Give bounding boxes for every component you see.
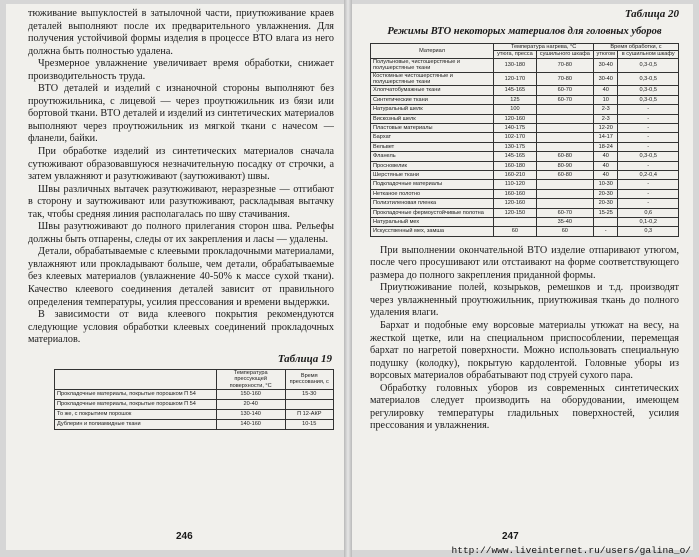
table-cell: 140-175 [494, 124, 536, 133]
table-cell: 160-160 [494, 189, 536, 198]
table-cell: 10-15 [285, 419, 333, 429]
table-cell: 130-180 [494, 58, 536, 72]
table-cell: 150-160 [216, 389, 285, 399]
table-header-cell: утюга, пресса [494, 51, 536, 58]
paragraph: Детали, обрабатываемые с клеевыми прокладочными материалами, увлажняют или прокладывают больше, чем детали, обрабатываемые без клеевых материалов (увлажнение 40-50% к массе сухой ткани). Качество клеевого соединения деталей зависит от правильного определения температуры, усилия прессования и времени выдержки. [28, 246, 334, 308]
paragraph: Приутюживание полей, козырьков, ремешков и т.д. производят через увлажненный проутюжильник, приутюживая ткань до полного удаления влаги. [370, 282, 679, 319]
table-cell: 10 [594, 95, 618, 104]
table-cell: 102-170 [494, 133, 536, 142]
table-cell: 120-160 [494, 199, 536, 208]
table-row [55, 389, 334, 399]
table-cell: Вискозный шелк [371, 114, 494, 123]
table-cell: 14-17 [594, 133, 618, 142]
table-cell: 40 [594, 161, 618, 170]
table-row [371, 161, 679, 170]
table-row [371, 217, 679, 226]
table-cell: 0,1-0,2 [618, 217, 679, 226]
paragraph: тюживание выпуклостей в затылочной части, приутюживание краев деталей выполняют после их предварительного увлажнения. Для получения устойчивой формы изделия в процессе ВТО влага из него должна быть полностью удалена. [28, 8, 334, 57]
table-cell: Синтетические ткани [371, 95, 494, 104]
table-row [371, 189, 679, 198]
table-caption: Таблица 19 [277, 352, 332, 365]
table-20 [370, 43, 679, 237]
table-header-cell: Время обработки, с [594, 44, 679, 51]
table-cell: 2-3 [594, 105, 618, 114]
table-row [371, 199, 679, 208]
table-cell: 145-165 [494, 152, 536, 161]
paragraph: В зависимости от вида клеевого покрытия рекомендуются следующие условия обработки клеевых соединений прокладочных материалов. [28, 309, 334, 346]
table-row [371, 133, 679, 142]
table-row [371, 124, 679, 133]
table-cell: 2-3 [594, 114, 618, 123]
table-cell: 0,3-0,5 [618, 95, 679, 104]
table-cell: 160-180 [494, 161, 536, 170]
table-cell: Хлопчатобумажные ткани [371, 86, 494, 95]
table-cell: - [618, 105, 679, 114]
table-cell: Шерстяные ткани [371, 170, 494, 179]
table-cell: 0,2-0,4 [618, 170, 679, 179]
paragraph: При выполнении окончательной ВТО изделие отпаривают утюгом, после чего просушивают или отстаивают на форме соответствующего размера до полного закрепления приданной формы. [370, 244, 679, 281]
table-cell [536, 133, 593, 142]
table-header-cell: Температура нагрева, °C [494, 44, 594, 51]
table-cell: - [618, 189, 679, 198]
table-cell: 0,3-0,5 [618, 72, 679, 86]
table-row [371, 227, 679, 236]
table-cell: 12-20 [594, 124, 618, 133]
table-body [371, 58, 679, 236]
table-cell: 10-30 [594, 180, 618, 189]
table-cell: 120-170 [494, 72, 536, 86]
table-cell: 60 [494, 227, 536, 236]
table-cell: 140-160 [216, 419, 285, 429]
right-page [352, 4, 693, 550]
table-cell: То же, с покрытием порошок [55, 409, 217, 419]
table-cell: 20-30 [594, 199, 618, 208]
table-cell [285, 399, 333, 409]
table-header-row [55, 369, 334, 389]
table-cell: - [594, 227, 618, 236]
table-cell: Фланель [371, 152, 494, 161]
table-cell: 0,3-0,5 [618, 58, 679, 72]
table-row [371, 58, 679, 72]
page-number: 246 [176, 531, 193, 542]
page-number: 247 [502, 531, 519, 542]
table-cell: 70-80 [536, 58, 593, 72]
table-cell: 15-30 [285, 389, 333, 399]
table-row [371, 170, 679, 179]
table-cell: 35-40 [536, 217, 593, 226]
paragraph: ВТО деталей и изделий с изнаночной стороны выполняют без проутюжильника, с лицевой — через проутюжильник из бязи или бортовой ткани. ВТО деталей и изделий из синтетических материалов выполняют через проутюжильник из мягкой ткани с начесом — фланели, байки. [28, 83, 334, 145]
left-page [6, 4, 344, 550]
table-cell: 60-70 [536, 86, 593, 95]
source-url: http://www.liveinternet.ru/users/galina_o/ [451, 545, 691, 556]
table-row [371, 114, 679, 123]
table-header-cell [55, 369, 217, 389]
table-cell: - [618, 124, 679, 133]
table-cell: 145-165 [494, 86, 536, 95]
table-cell: 110-120 [494, 180, 536, 189]
table-cell: 0,3-0,5 [618, 86, 679, 95]
table-cell: 0,6 [618, 208, 679, 217]
table-header-cell: Материал [371, 44, 494, 59]
table-cell [536, 105, 593, 114]
table-cell: 60-80 [536, 152, 593, 161]
table-cell [494, 217, 536, 226]
table-cell: Нетканое полотно [371, 189, 494, 198]
table-cell: 60 [536, 227, 593, 236]
table-cell: 30-40 [594, 72, 618, 86]
table-cell: 0,3 [618, 227, 679, 236]
table-cell: Бархат [371, 133, 494, 142]
paragraph: Швы разутюживают до полного прилегания сторон шва. Рельефы должны быть отпарены, следы от их закрепления и ласы — удалены. [28, 221, 334, 245]
table-row [55, 409, 334, 419]
table-cell: 40 [594, 152, 618, 161]
table-cell: 40 [594, 170, 618, 179]
table-row [371, 142, 679, 151]
table-cell: - [618, 133, 679, 142]
table-cell: - [618, 114, 679, 123]
paragraph: Чрезмерное увлажнение увеличивает время обработки, снижает производительность труда. [28, 58, 334, 82]
table-caption: Таблица 20 [624, 8, 679, 20]
table-cell: 130-175 [494, 142, 536, 151]
table-cell: 80-90 [536, 161, 593, 170]
table-cell: Костюмные чистошерстяные и полушерстяные ткани [371, 72, 494, 86]
table-row [371, 208, 679, 217]
table-cell: Вельвет [371, 142, 494, 151]
table-cell: Полульновые, чистошерстяные и полушерстяные ткани [371, 58, 494, 72]
table-cell: Пластовые материалы [371, 124, 494, 133]
table-row [371, 105, 679, 114]
table-cell [536, 124, 593, 133]
table-header-cell: Время прессования, с [285, 369, 333, 389]
table-header-cell: сушильного шкафа [536, 51, 593, 58]
table-cell: 70-80 [536, 72, 593, 86]
table-cell: - [618, 199, 679, 208]
table-cell: 15-25 [594, 208, 618, 217]
table-row [55, 399, 334, 409]
table-cell: Искусственный мех, замша [371, 227, 494, 236]
paragraph: Швы различных вытачек разутюживают, неразрезные — отгибают в сторону и заутюживают или разутюживают, раскладывая вытачку так, чтобы средняя линия располагалась по шву стачивания. [28, 183, 334, 220]
table-row [371, 86, 679, 95]
table-cell: Прокладочные материалы, покрытые порошком П 54 [55, 389, 217, 399]
table-cell: - [618, 161, 679, 170]
paragraph: При обработке изделий из синтетических материалов сначала сутюживают образовавшуюся незначительную посадку от строчки, а затем увлажняют и разутюживают (заутюживают) швы. [28, 146, 334, 183]
table-cell: 100 [494, 105, 536, 114]
table-cell [536, 142, 593, 151]
table-cell: 120-150 [494, 208, 536, 217]
table-cell: П 12-АКР [285, 409, 333, 419]
table-cell: 20-30 [594, 189, 618, 198]
table-cell: 20-40 [216, 399, 285, 409]
table-cell [594, 217, 618, 226]
table-row [371, 72, 679, 86]
table-cell [536, 199, 593, 208]
table-cell [536, 180, 593, 189]
table-row [371, 152, 679, 161]
table-cell: 120-160 [494, 114, 536, 123]
table-cell: 60-70 [536, 95, 593, 104]
table-cell: - [618, 142, 679, 151]
table-cell: Прокладочные материалы, покрытые порошком П 54 [55, 399, 217, 409]
table-title: Режимы ВТО некоторых материалов для головных уборов [387, 26, 662, 37]
table-cell: Натуральный мех [371, 217, 494, 226]
paragraph: Обработку головных уборов из современных синтетических материалов следует производить на оборудовании, имеющем регулировку температуры гладильных поверхностей, усилия прессования и увлажнения. [370, 382, 679, 432]
table-row [371, 95, 679, 104]
table-cell: 30-40 [594, 58, 618, 72]
table-cell: 60-70 [536, 208, 593, 217]
table-header-row [371, 44, 679, 51]
table-header-cell: утюгом [594, 51, 618, 58]
table-cell: Подкладочные материалы [371, 180, 494, 189]
table-cell: 125 [494, 95, 536, 104]
table-cell: Натуральный шелк [371, 105, 494, 114]
table-cell: 18-24 [594, 142, 618, 151]
paragraph: Бархат и подобные ему ворсовые материалы утюжат на весу, на жесткой щетке, или на специальном приспособлении, перемещая бархат по нагретой поверхности. Можно использовать специальную подушку (колодку), покрытую кардолентой. Головные уборы из ворсовых материалов обрабатывают под струей сухого пара. [370, 319, 679, 382]
table-cell: Полиэтиленовая пленка [371, 199, 494, 208]
table-cell: 60-80 [536, 170, 593, 179]
table-cell: Просновелик [371, 161, 494, 170]
table-cell: - [618, 180, 679, 189]
table-19 [54, 369, 334, 430]
table-cell: 0,3-0,5 [618, 152, 679, 161]
table-cell [536, 189, 593, 198]
table-cell: 160-210 [494, 170, 536, 179]
table-cell [536, 114, 593, 123]
table-row [55, 419, 334, 429]
table-header-cell: Температура прессующей поверхности, °C [216, 369, 285, 389]
table-header-cell: в сушильном шкафу [618, 51, 679, 58]
table-cell: Прокладочные фермоустойчивые полотна [371, 208, 494, 217]
table-cell: Дублерин и полиамидные ткани [55, 419, 217, 429]
table-cell: 130-140 [216, 409, 285, 419]
table-cell: 40 [594, 86, 618, 95]
book-gutter [344, 0, 352, 557]
table-row [371, 180, 679, 189]
